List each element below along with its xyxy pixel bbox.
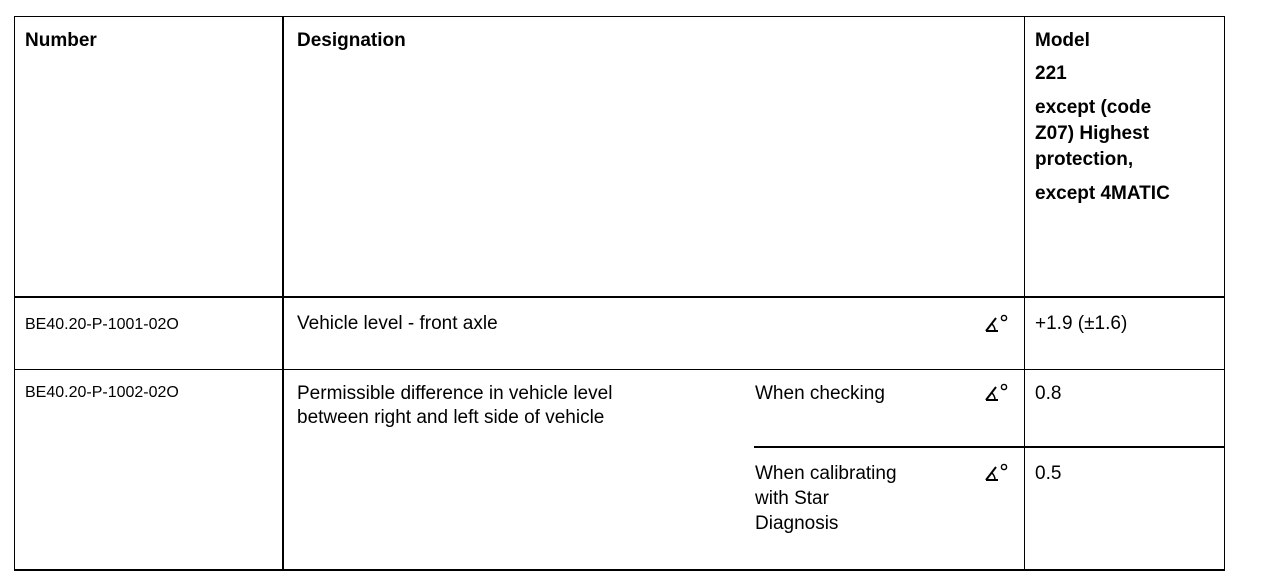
row2-number: BE40.20-P-1002-02O [25, 384, 179, 401]
header-model-exception-3: protection, [1035, 149, 1134, 170]
model-column-divider [1024, 16, 1025, 571]
row1-value: +1.9 (±1.6) [1035, 313, 1128, 334]
header-bottom-border [14, 296, 1225, 298]
subrow2-condition-line1: When calibrating [755, 463, 897, 484]
table-right-border [1224, 16, 1225, 571]
table-top-border [14, 16, 1225, 17]
header-model-exception-2: Z07) Highest [1035, 123, 1150, 144]
header-number: Number [25, 30, 97, 51]
subrow2-condition-line3: Diagnosis [755, 513, 839, 534]
subrow2-value: 0.5 [1035, 463, 1062, 484]
row2-designation-line2: between right and left side of vehicle [297, 407, 605, 428]
subrow1-condition: When checking [755, 383, 885, 404]
header-designation: Designation [297, 30, 406, 51]
angle-degree-icon [984, 463, 1010, 483]
table-left-border [14, 16, 15, 571]
subrow-divider [754, 446, 1225, 448]
angle-degree-icon [984, 314, 1010, 334]
header-model-exception-1: except (code [1035, 97, 1152, 118]
row1-number: BE40.20-P-1001-02O [25, 316, 179, 333]
row1-bottom-border [14, 369, 1225, 370]
subrow2-condition-line2: with Star [755, 488, 829, 509]
header-model-exception-4: except 4MATIC [1035, 183, 1170, 204]
table-bottom-border [14, 569, 1225, 571]
header-model-label: Model [1035, 30, 1090, 51]
row2-designation-line1: Permissible difference in vehicle level [297, 383, 613, 404]
header-model-number: 221 [1035, 63, 1067, 84]
number-column-divider [282, 16, 284, 571]
subrow1-value: 0.8 [1035, 383, 1062, 404]
angle-degree-icon [984, 383, 1010, 403]
row1-designation: Vehicle level - front axle [297, 313, 498, 334]
